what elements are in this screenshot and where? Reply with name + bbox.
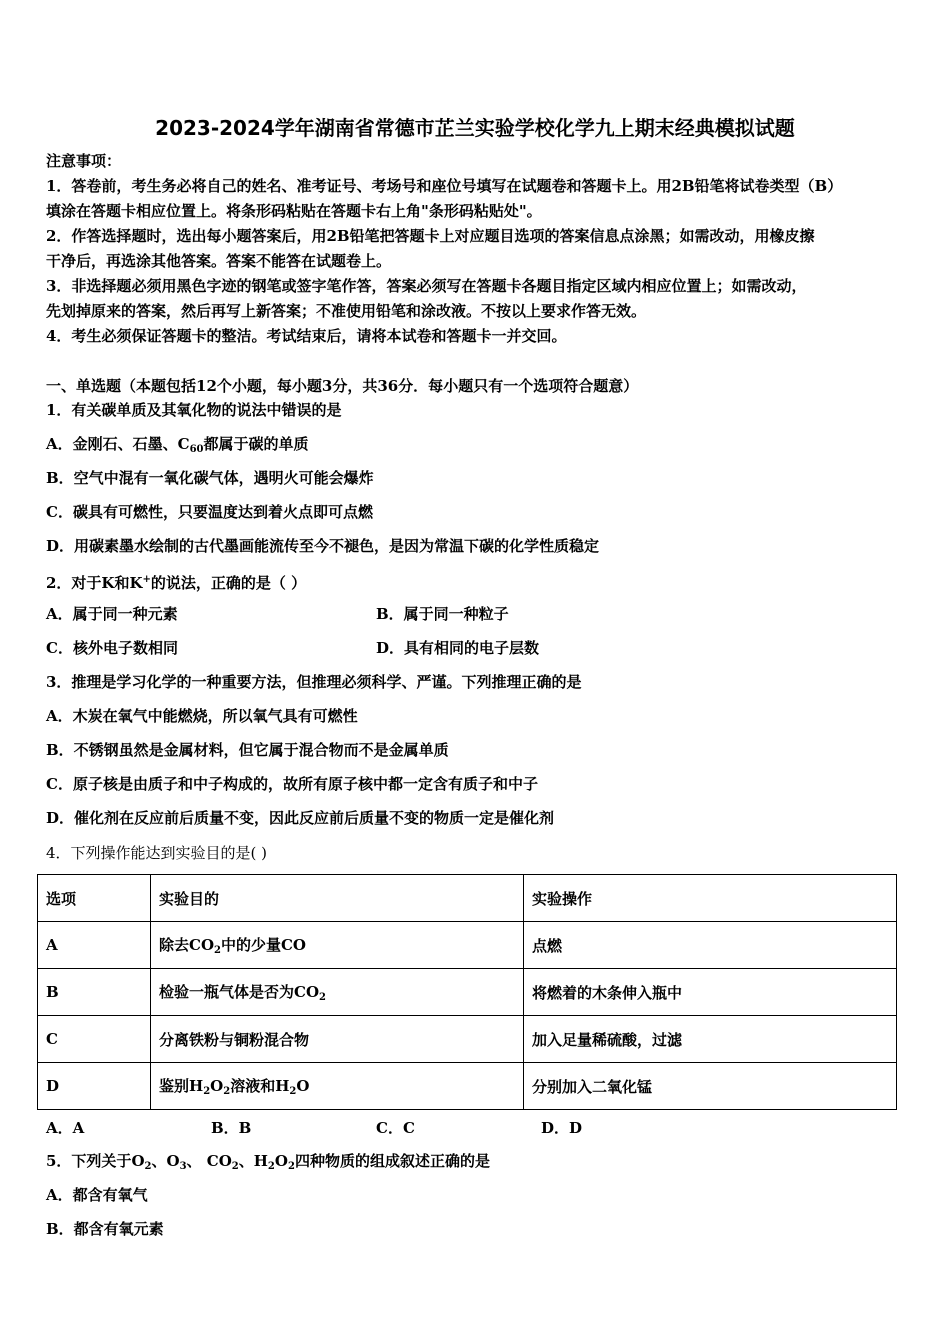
- q2-option-b: B．属于同一种粒子: [376, 605, 509, 623]
- goal-subscript: 2: [289, 1086, 297, 1097]
- q3-option-a: A．木炭在氧气中能燃烧，所以氧气具有可燃性: [46, 707, 358, 725]
- notice-line: 干净后，再选涂其他答案。答案不能答在试题卷上。: [46, 252, 392, 270]
- q4-answer-b: B．B: [211, 1119, 252, 1137]
- experiment-table: [37, 874, 897, 1110]
- q5-text: 、 CO: [186, 1152, 232, 1170]
- q2-option-d: D．具有相同的电子层数: [376, 639, 540, 657]
- table-row: [38, 922, 897, 969]
- q5-subscript: 2: [231, 1161, 239, 1172]
- goal-text-post: O: [296, 1077, 310, 1095]
- q1-a-text: A．金刚石、石墨、C: [46, 435, 190, 453]
- table-row: [38, 969, 897, 1016]
- q3-stem: 3．推理是学习化学的一种重要方法，但推理必须科学、严谨。下列推理正确的是: [46, 673, 582, 691]
- section-heading: 一、单选题（本题包括12个小题，每小题3分，共36分．每小题只有一个选项符合题意）: [46, 377, 639, 395]
- q5-option-a: A．都含有氧气: [46, 1186, 148, 1204]
- notice-line: 填涂在答题卡相应位置上。将条形码粘贴在答题卡右上角"条形码粘贴处"。: [46, 202, 542, 220]
- notice-line: 2．作答选择题时，选出每小题答案后，用2B铅笔把答题卡上对应题目选项的答案信息点涂黑；如需改动，用橡皮擦: [46, 227, 815, 245]
- table-cell-operation: 分别加入二氧化锰: [524, 1063, 897, 1110]
- table-header-cell: 实验操作: [524, 875, 897, 922]
- table-cell-operation: 将燃着的木条伸入瓶中: [524, 969, 897, 1016]
- q5-subscript: 3: [179, 1161, 187, 1172]
- goal-text: 溶液和H: [230, 1077, 290, 1095]
- goal-subscript: 2: [214, 945, 221, 956]
- notice-line: 先划掉原来的答案，然后再写上新答案；不准使用铅笔和涂改液。不按以上要求作答无效。: [46, 302, 647, 320]
- table-header-row: [38, 875, 897, 922]
- table-cell-operation: 点燃: [524, 922, 897, 969]
- q1-a-text-post: 都属于碳的单质: [203, 435, 309, 453]
- table-cell-goal: [151, 1063, 524, 1110]
- table-cell-option: D: [38, 1063, 151, 1110]
- q5-text: 、H: [238, 1152, 268, 1170]
- goal-text: 除去CO: [159, 936, 215, 954]
- q2-option-a: A．属于同一种元素: [46, 605, 178, 623]
- q5-subscript: 2: [287, 1161, 295, 1172]
- q5-text: 、O: [151, 1152, 180, 1170]
- table-header-cell: 实验目的: [151, 875, 524, 922]
- table-cell-operation: 加入足量稀硫酸，过滤: [524, 1016, 897, 1063]
- q5-stem: [46, 1151, 490, 1177]
- q2-stem-text-post: 的说法，正确的是（ ）: [150, 574, 307, 592]
- table-cell-option: C: [38, 1016, 151, 1063]
- q5-text: 四种物质的组成叙述正确的是: [294, 1152, 490, 1170]
- table-cell-goal: [151, 922, 524, 969]
- table-cell-option: B: [38, 969, 151, 1016]
- q5-subscript: 2: [267, 1161, 275, 1172]
- goal-subscript: 2: [319, 992, 326, 1003]
- q3-option-c: C．原子核是由质子和中子构成的，故所有原子核中都一定含有质子和中子: [46, 775, 538, 793]
- q4-answer-a: A．A: [46, 1119, 85, 1137]
- q1-stem: 1．有关碳单质及其氧化物的说法中错误的是: [46, 401, 342, 419]
- notice-heading: 注意事项：: [46, 152, 122, 170]
- q4-answer-c: C．C: [376, 1119, 415, 1137]
- table-cell-goal: [151, 969, 524, 1016]
- q5-text: O: [274, 1152, 288, 1170]
- notice-line: 4．考生必须保证答题卡的整洁。考试结束后，请将本试卷和答题卡一并交回。: [46, 327, 567, 345]
- goal-text-post: 中的少量CO: [220, 936, 306, 954]
- q1-option-a: [46, 434, 309, 460]
- q4-answer-d: D．D: [541, 1119, 583, 1137]
- q1-option-b: B．空气中混有一氧化碳气体，遇明火可能会爆炸: [46, 469, 374, 487]
- goal-text: 检验一瓶气体是否为CO: [159, 983, 320, 1001]
- notice-line: 1．答卷前，考生务必将自己的姓名、准考证号、考场号和座位号填写在试题卷和答题卡上。用2B铅笔将试卷类型（B）: [46, 177, 843, 195]
- q5-text: 5．下列关于O: [46, 1152, 145, 1170]
- page-title: 2023-2024学年湖南省常德市芷兰实验学校化学九上期末经典模拟试题: [155, 116, 795, 140]
- q5-option-b: B．都含有氧元素: [46, 1220, 164, 1238]
- goal-text: 鉴别H: [159, 1077, 204, 1095]
- q1-option-d: D．用碳素墨水绘制的古代墨画能流传至今不褪色，是因为常温下碳的化学性质稳定: [46, 537, 600, 555]
- q1-a-subscript: 60: [189, 444, 204, 455]
- table-row: [38, 1063, 897, 1110]
- q4-stem: 4．下列操作能达到实验目的是( ): [46, 844, 268, 862]
- goal-text: O: [210, 1077, 224, 1095]
- q5-subscript: 2: [144, 1161, 152, 1172]
- goal-subscript: 2: [203, 1086, 211, 1097]
- q3-option-b: B．不锈钢虽然是金属材料，但它属于混合物而不是金属单质: [46, 741, 449, 759]
- notice-line: 3．非选择题必须用黑色字迹的钢笔或签字笔作答，答案必须写在答题卡各题目指定区域内相应位置上；如需改动，: [46, 277, 807, 295]
- table-header-cell: 选项: [38, 875, 151, 922]
- q2-stem-text: 2．对于K和K: [46, 574, 143, 592]
- goal-subscript: 2: [223, 1086, 231, 1097]
- q2-option-c: C．核外电子数相同: [46, 639, 178, 657]
- table-row: [38, 1016, 897, 1063]
- q3-option-d: D．催化剂在反应前后质量不变，因此反应前后质量不变的物质一定是催化剂: [46, 809, 555, 827]
- q2-superscript: +: [142, 574, 151, 585]
- table-cell-option: A: [38, 922, 151, 969]
- table-cell-goal: 分离铁粉与铜粉混合物: [151, 1016, 524, 1063]
- q1-option-c: C．碳具有可燃性，只要温度达到着火点即可点燃: [46, 503, 373, 521]
- q2-stem: [46, 570, 306, 593]
